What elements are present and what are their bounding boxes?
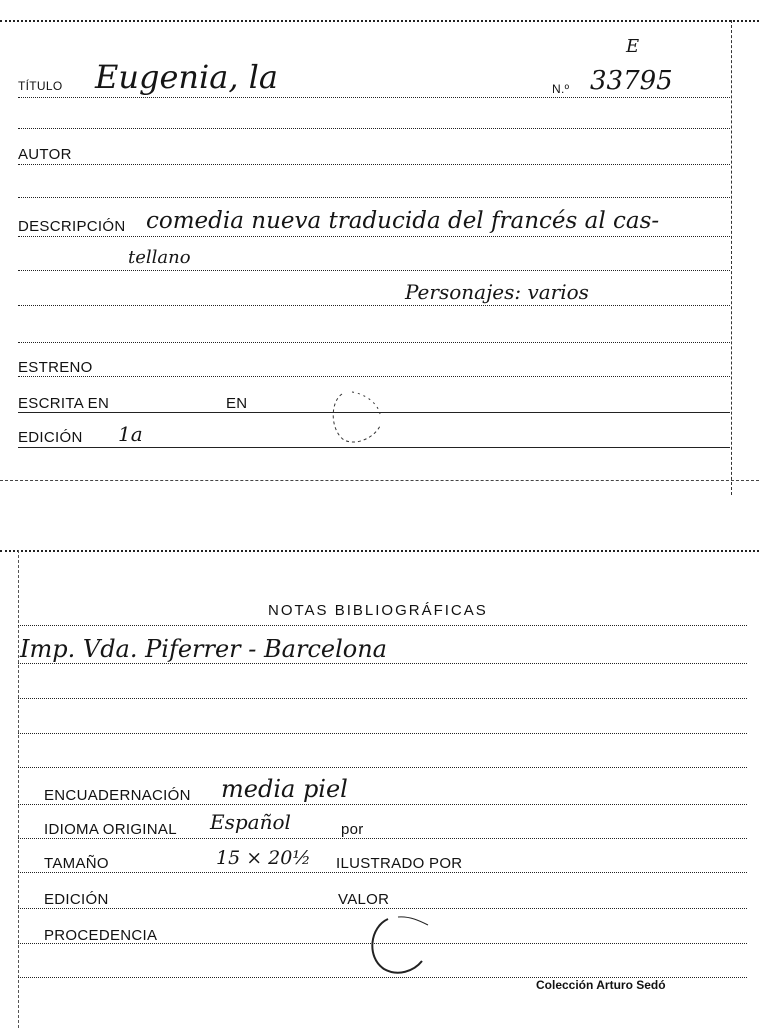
ilustrado-label: ILUSTRADO POR [336, 855, 463, 872]
personajes-note: Personajes: varios [405, 280, 589, 304]
descripcion-line1: comedia nueva traducida del francés al cas- [146, 208, 660, 234]
card-top-edge [0, 20, 759, 22]
card-right-edge [731, 20, 732, 495]
edicion-value: 1a [118, 422, 143, 446]
rule-edicion-back [18, 908, 747, 909]
escrita-en-label: ESCRITA EN [18, 395, 110, 412]
tamano-label: TAMAÑO [44, 855, 109, 872]
punch-hole-mark [322, 388, 386, 448]
back-edicion-label: EDICIÓN [44, 891, 109, 908]
estreno-label: ESTRENO [18, 359, 93, 376]
titulo-label: TÍTULO [18, 79, 63, 93]
descripcion-label: DESCRIPCIÓN [18, 218, 126, 235]
card-back-left-edge [18, 550, 19, 1028]
numero-value: 33795 [590, 66, 673, 96]
descripcion-line2: tellano [128, 247, 191, 268]
valor-label: VALOR [338, 891, 390, 908]
rule-idioma [18, 838, 747, 839]
rule-blank-3 [18, 342, 730, 343]
tamano-value: 15 × 20½ [216, 847, 311, 869]
titulo-value: Eugenia, la [95, 58, 278, 96]
idioma-label: IDIOMA ORIGINAL [44, 821, 177, 838]
rule-notas-1 [18, 663, 747, 664]
rule-descripcion-1 [18, 236, 730, 237]
en-label: EN [226, 395, 248, 412]
nota-line1: Imp. Vda. Piferrer - Barcelona [20, 635, 387, 663]
numero-label: N.º [552, 82, 570, 96]
rule-blank-1 [18, 128, 730, 129]
idioma-value: Español [210, 810, 291, 834]
rule-tamano [18, 872, 747, 873]
rule-autor [18, 164, 730, 165]
rule-titulo [18, 97, 730, 98]
edicion-label: EDICIÓN [18, 429, 83, 446]
card-back-top-edge [0, 550, 759, 552]
encuadernacion-label: ENCUADERNACIÓN [44, 787, 191, 804]
rule-notas-3 [18, 733, 747, 734]
encuadernacion-value: media piel [221, 775, 348, 803]
autor-label: AUTOR [18, 146, 72, 163]
card-bottom-edge [0, 480, 759, 481]
catalog-card-front [0, 0, 759, 495]
punch-hole-mark-back [364, 913, 434, 977]
numero-mark: E [626, 36, 640, 57]
notas-heading: NOTAS BIBLIOGRÁFICAS [268, 602, 488, 619]
rule-notas-4 [18, 767, 747, 768]
rule-notas-2 [18, 698, 747, 699]
rule-blank-2 [18, 197, 730, 198]
catalog-card-back [0, 545, 759, 1028]
rule-estreno [18, 376, 730, 377]
procedencia-label: PROCEDENCIA [44, 927, 158, 944]
por-label: por [341, 821, 364, 838]
rule-descripcion-3 [18, 305, 730, 306]
rule-notas-0 [18, 625, 747, 626]
coleccion-credit: Colección Arturo Sedó [536, 978, 666, 992]
rule-descripcion-2 [18, 270, 730, 271]
rule-encuadernacion [18, 804, 747, 805]
